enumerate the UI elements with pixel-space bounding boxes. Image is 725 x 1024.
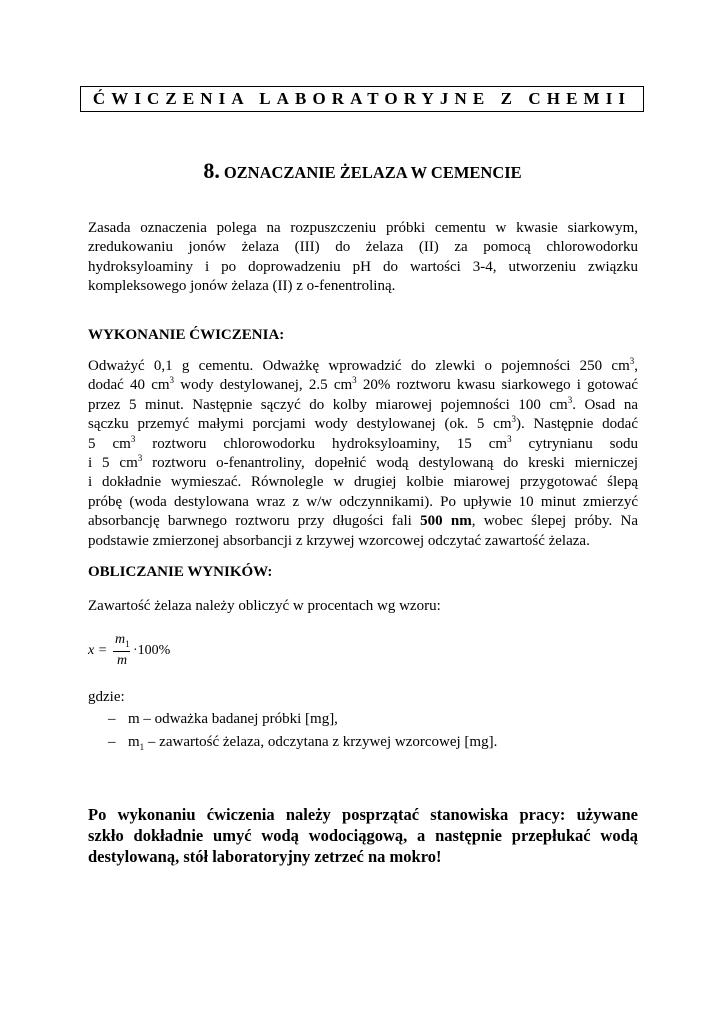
notice-line: destylowaną, stół laboratoryjny zetrzeć na mokro! — [88, 847, 442, 866]
superscript: 3 — [567, 394, 573, 405]
text: wody destylowanej, 2.5 cm — [174, 377, 353, 394]
subscript: 1 — [139, 742, 145, 752]
superscript: 3 — [352, 375, 357, 386]
dash-bullet: – — [108, 711, 116, 727]
formula-numerator — [115, 632, 130, 648]
calc-intro — [88, 597, 638, 616]
where-text: gdzie: — [88, 689, 125, 705]
notice-line: szkło dokładnie umyć wodą wodociągową, a następnie przepłukać wodą — [88, 826, 638, 845]
intro-line: Zasada oznaczenia polega na rozpuszczeniu próbki cementu w kwasie siarkowym, — [88, 220, 638, 236]
text: roztworu o-fenantroliny, dopełnić wodą destylowaną do kreski mierniczej — [142, 454, 638, 471]
formula-lhs: x = — [88, 643, 108, 658]
text: roztworu chlorowodorku hydroksyloaminy, 15 cm — [135, 435, 508, 452]
fraction-bar — [113, 651, 130, 652]
intro-line: kompleksowego jonów żelaza (II) z o-fenentroliną. — [88, 278, 396, 295]
text: absorbancję barwnego roztworu przy długości fali — [88, 513, 421, 530]
text: 5 cm — [88, 435, 131, 452]
intro-line: zredukowaniu jonów żelaza (III) do żelaza (II) za pomocą chlorowodorku — [88, 239, 638, 256]
procedure-line — [88, 454, 638, 473]
procedure-line: i dokładnie wymieszać. Równolegle w drugiej kolbie miarowej przygotować ślepą — [88, 474, 638, 491]
definition-m1 — [128, 731, 497, 754]
text: , — [634, 358, 638, 374]
superscript: 3 — [511, 414, 516, 425]
intro-line: hydroksyloaminy i po doprowadzeniu pH do wartości 3-4, utworzeniu związku — [88, 258, 638, 275]
text: , wobec ślepej próby. Na — [471, 513, 638, 530]
page-title — [0, 158, 725, 184]
formula-num-sub: 1 — [125, 638, 130, 649]
notice-line: Po wykonaniu ćwiczenia należy posprzątać stanowiska pracy: używane — [88, 805, 638, 824]
text: 20% roztworu kwasu siarkowego i gotować — [356, 377, 638, 394]
text: Odważyć 0,1 g cementu. Odważkę wprowadzić do zlewki o pojemności 250 cm — [88, 358, 630, 374]
dash-bullet: – — [108, 734, 116, 750]
definition-m: m – odważka badanej próbki [mg], — [128, 711, 338, 727]
text: dodać 40 cm — [88, 377, 170, 394]
procedure-line — [88, 396, 638, 415]
formula-denominator: m — [117, 653, 128, 668]
text: . Osad na — [572, 396, 638, 413]
list-item — [108, 708, 497, 731]
where-label — [88, 688, 638, 707]
header-title: ĆWICZENIA LABORATORYJNE Z CHEMII — [92, 89, 632, 108]
header-box — [80, 86, 644, 112]
superscript: 3 — [137, 452, 143, 463]
procedure-line: podstawie zmierzonej absorbancji z krzywej wzorcowej odczytać zawartość żelaza. — [88, 532, 590, 549]
section-heading-procedure: WYKONANIE ĆWICZENIA: — [88, 327, 285, 343]
text: m — [128, 734, 140, 750]
text: cytrynianu sodu — [511, 435, 639, 452]
definitions-list — [108, 708, 497, 754]
superscript: 3 — [507, 433, 512, 444]
superscript: 3 — [130, 433, 136, 444]
text: przez 5 minut. Następnie sączyć do kolby miarowej pojemności 100 cm — [88, 396, 568, 413]
procedure-line — [88, 415, 638, 434]
superscript: 3 — [629, 356, 635, 366]
procedure-line — [88, 435, 638, 454]
title-text: OZNACZANIE ŻELAZA W CEMENCIE — [223, 163, 522, 182]
formula — [88, 632, 208, 672]
cleanup-notice — [88, 804, 638, 867]
text: i 5 cm — [88, 454, 138, 471]
calc-intro-line: Zawartość żelaza należy obliczyć w procentach wg wzoru: — [88, 598, 441, 614]
procedure-line — [88, 357, 638, 376]
intro-paragraph — [88, 219, 638, 297]
title-number: 8. — [203, 158, 220, 183]
procedure-line: próbę (woda destylowana wraz z w/w odczynnikami). Po upływie 10 minut zmierzyć — [88, 493, 638, 510]
wavelength-value: 500 nm — [420, 513, 472, 530]
text: sączku przemyć małymi porcjami wody destylowanej (ok. 5 cm — [88, 416, 512, 433]
formula-num-m: m — [115, 632, 126, 647]
section-heading-calculation: OBLICZANIE WYNIKÓW: — [88, 564, 273, 580]
list-item — [108, 731, 497, 754]
formula-rhs: ·100% — [133, 643, 171, 658]
procedure-line — [88, 376, 638, 395]
text: ). Następnie dodać — [516, 416, 639, 433]
procedure-line — [88, 512, 638, 531]
procedure-paragraph — [88, 357, 638, 551]
text: – zawartość żelaza, odczytana z krzywej wzorcowej [mg]. — [144, 734, 498, 750]
superscript: 3 — [169, 375, 175, 386]
